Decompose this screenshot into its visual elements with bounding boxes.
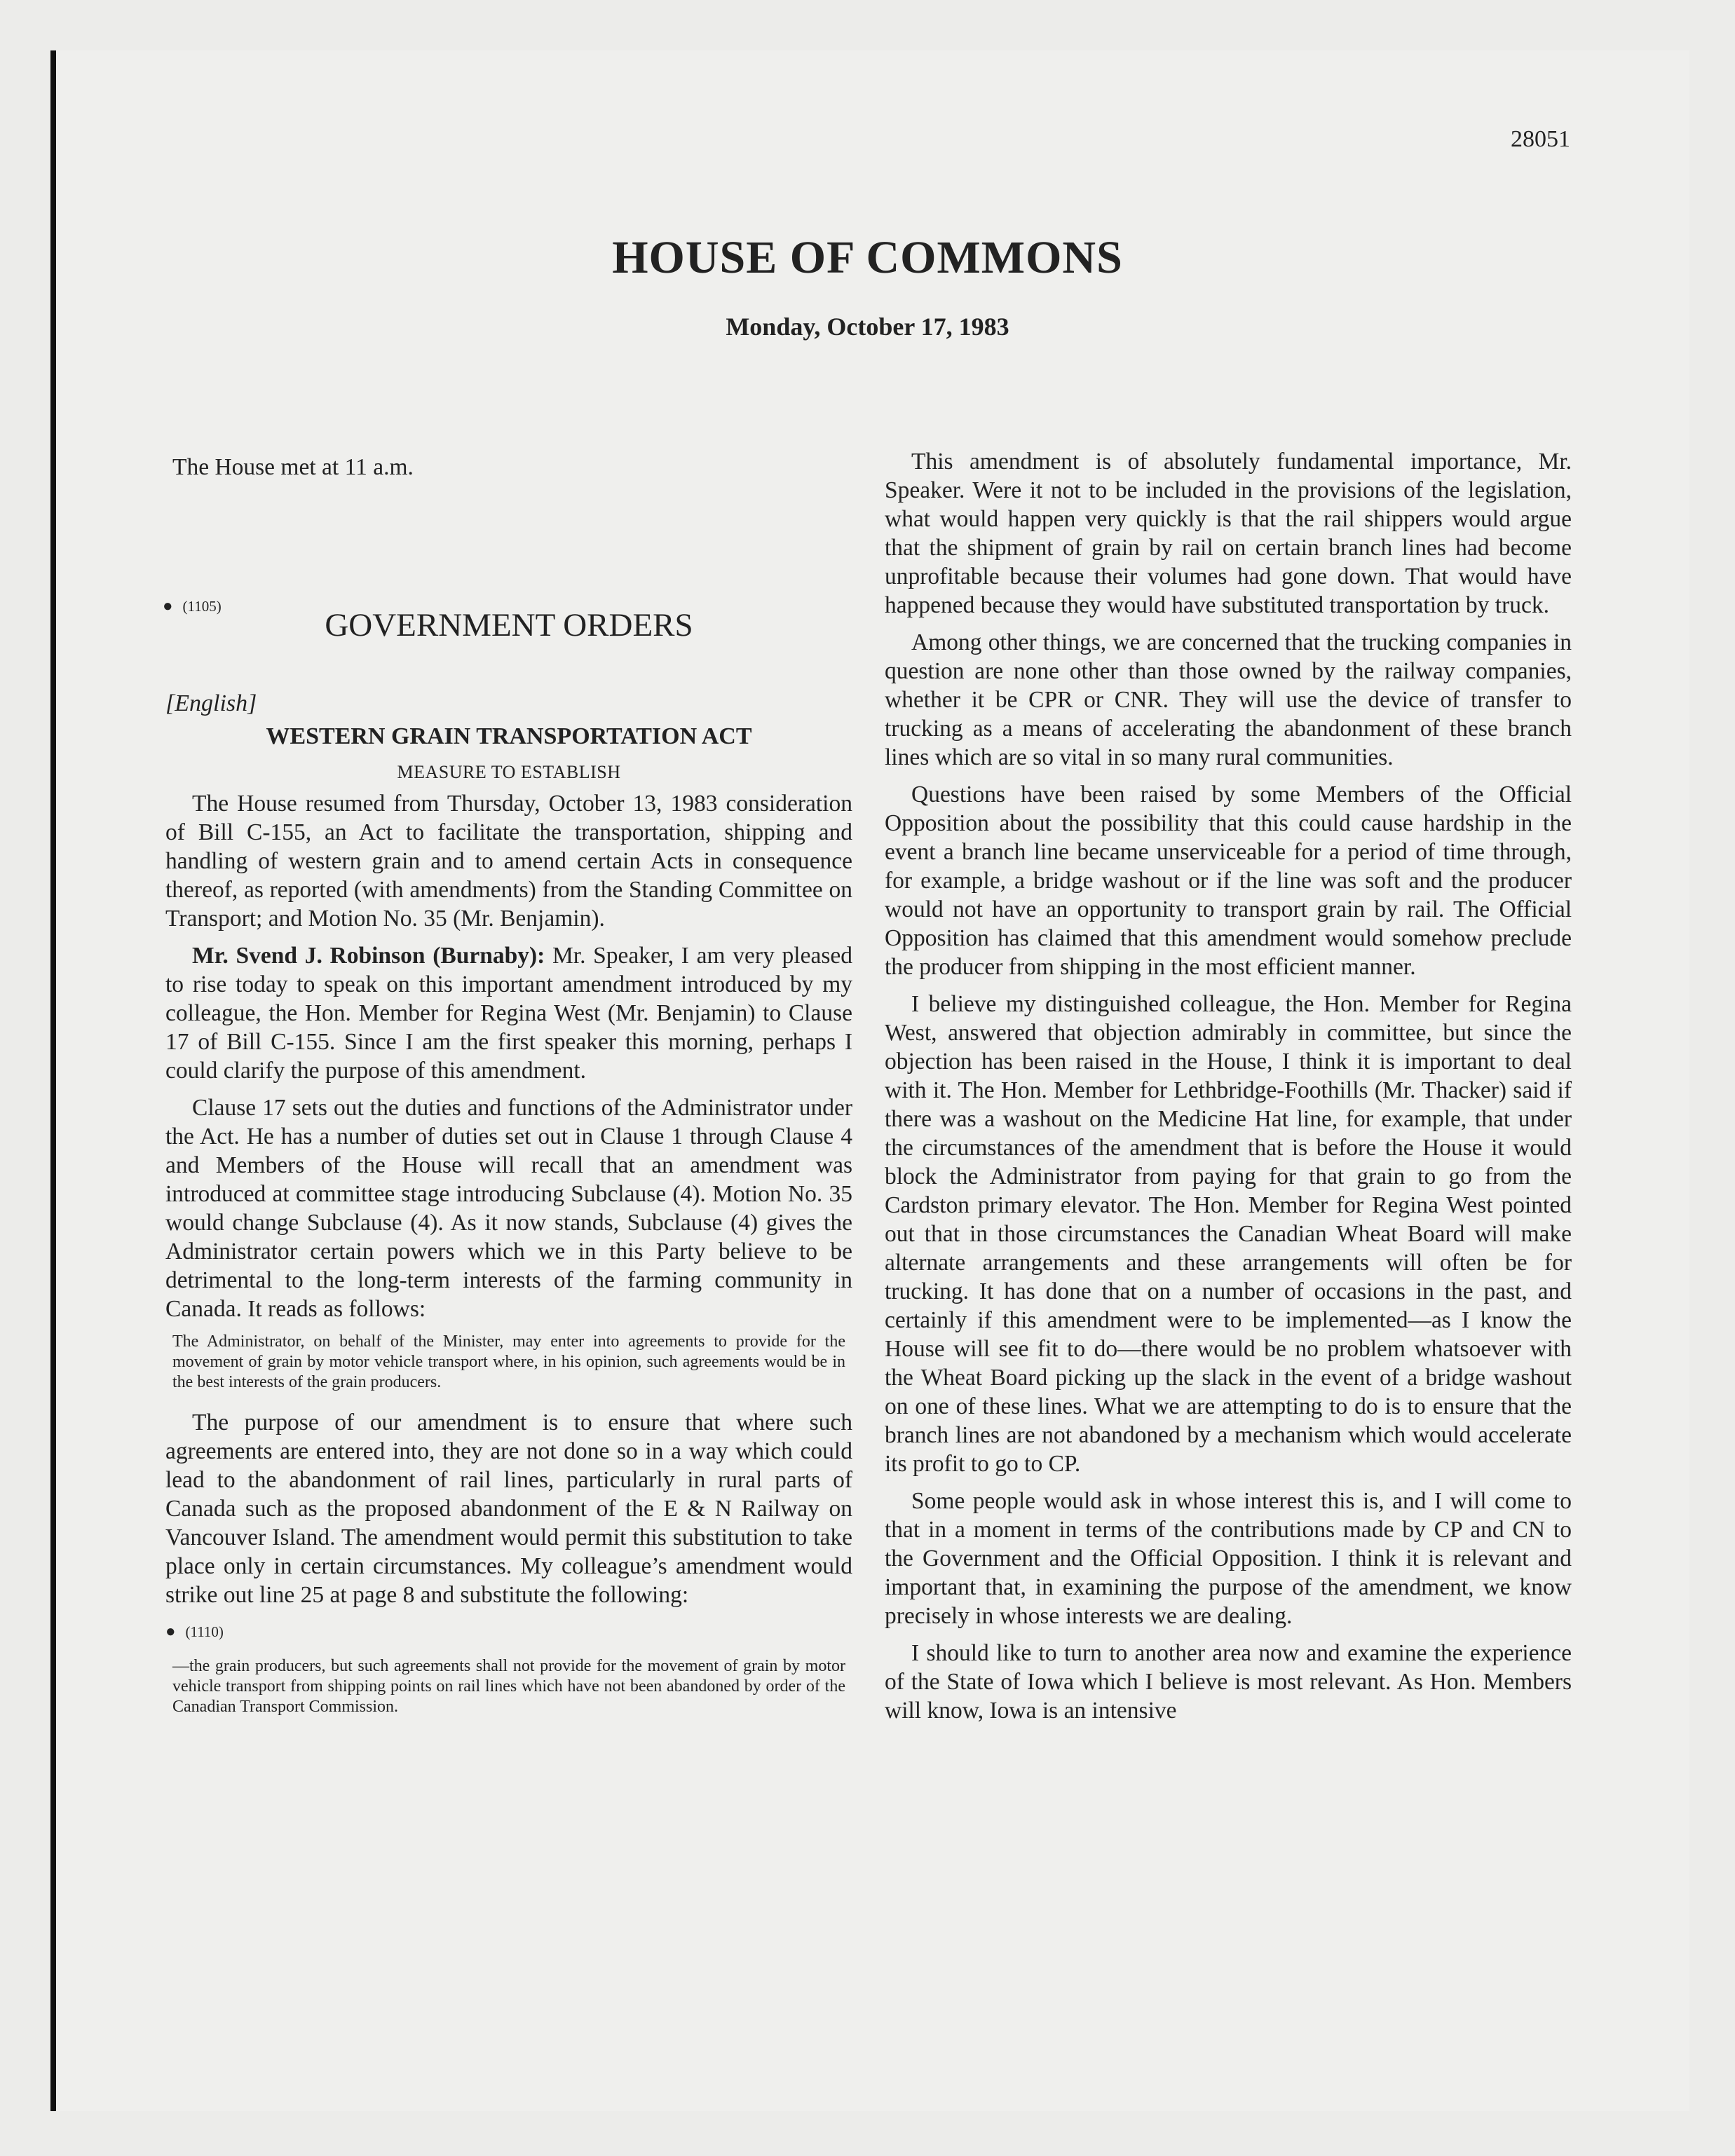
page-number: 28051 — [1511, 126, 1570, 152]
bill-heading: WESTERN GRAIN TRANSPORTATION ACT — [266, 723, 752, 749]
paragraph-speaker — [165, 941, 852, 1085]
paragraph-fundamental: This amendment is of absolutely fundamental importance, Mr. Speaker. Were it not to be included in the provisions of the legislation, what would happen very quickly is that the rail shippers would argue that the shipment of grain by rail on certain branch lines had become unprofitable because their volumes had gone down. That would have happened because they would have substituted transportation by truck. — [885, 449, 1572, 618]
paragraph-interest: Some people would ask in whose interest this is, and I will come to that in a moment in terms of the contributions made by CP and CN to the Government and the Official Opposition. I think it is relevant and important that, in examining the purpose of the amendment, we know precisely in whose interests we are dealing. — [885, 1488, 1572, 1629]
left-column — [165, 447, 852, 1717]
paragraph-iowa: I should like to turn to another area now and examine the experience of the State of Iowa which I believe is most relevant. As Hon. Members will know, Iowa is an intensive — [885, 1640, 1572, 1724]
page-title: HOUSE OF COMMONS — [612, 232, 1123, 283]
bullet-icon: ● — [165, 1623, 176, 1641]
bill-subheading: MEASURE TO ESTABLISH — [397, 762, 621, 782]
time-marker-1110 — [165, 1618, 852, 1646]
quote-grain-producers: —the grain producers, but such agreements shall not provide for the movement of grain by motor vehicle transport from shipping points on rail lines which have not been abandoned by order of the Canadian Transport Commission. — [172, 1657, 845, 1716]
paragraph-clause-17: Clause 17 sets out the duties and functions of the Administrator under the Act. He has a number of duties set out in Clause 1 through Clause 4 and Members of the House will recall that an amendment was introduced at committee stage introducing Subclause (4). Motion No. 35 would change Subclause (4). As it now stands, Subclause (4) gives the Administrator certain powers which we in this Party believe to be detrimental to the long-term interests of the farming community in Canada. It reads as follows: — [165, 1095, 852, 1322]
time-marker-label: (1110) — [185, 1623, 224, 1640]
right-column — [885, 447, 1572, 1733]
paragraph-trucking: Among other things, we are concerned that the trucking companies in question are none other than those owned by the railway companies, whether it be CPR or CNR. They will use the device of transfer to trucking as a means of accelerating the abandonment of these branch lines which are so vital in so many rural communities. — [885, 629, 1572, 770]
sitting-date: Monday, October 17, 1983 — [726, 313, 1009, 341]
bullet-icon: ● — [163, 597, 173, 615]
section-heading: GOVERNMENT ORDERS — [325, 607, 693, 643]
paragraph-purpose: The purpose of our amendment is to ensure that where such agreements are entered into, they are not done so in a way which could lead to the abandonment of rail lines, particularly in rural parts of Canada such as the proposed abandonment of the E & N Railway on Vancouver Island. The amendment would permit this substitution to take place only in certain circumstances. My colleague’s amendment would strike out line 25 at page 8 and substitute the following: — [165, 1410, 852, 1608]
paragraph-questions: Questions have been raised by some Members of the Official Opposition about the possibility that this could cause hardship in the event a branch line became unserviceable for a period of time through, for example, a bridge washout or if the line was soft and the producer would not have an opportunity to transport grain by rail. The Official Opposition has claimed that this amendment would somehow preclude the producer from shipping in the most efficient manner. — [885, 782, 1572, 980]
house-met-line: The House met at 11 a.m. — [172, 454, 414, 480]
speaker-name: Mr. Svend J. Robinson (Burnaby): — [192, 943, 545, 969]
paragraph-resumed: The House resumed from Thursday, October 13, 1983 consideration of Bill C-155, an Act to facilitate the transportation, shipping and handling of western grain and to amend certain Acts in consequence thereof, as reported (with amendments) from the Standing Committee on Transport; and Motion No. 35 (Mr. Benjamin). — [165, 791, 852, 932]
time-marker-label: (1105) — [182, 598, 222, 615]
language-tag: [English] — [165, 690, 257, 716]
scan-edge-shadow — [50, 50, 56, 2111]
speaker-remarks: Mr. Speaker, I am very pleased to rise today to speak on this important amendment introduced by my colleague, the Hon. Member for Regina West (Mr. Benjamin) to Clause 17 of Bill C-155. Since I am the first speaker this morning, perhaps I could clarify the purpose of this amendment. — [165, 943, 852, 1084]
paragraph-colleague: I believe my distinguished colleague, the Hon. Member for Regina West, answered that objection admirably in committee, but since the objection has been raised in the House, I think it is important to deal with it. The Hon. Member for Lethbridge-Foothills (Mr. Thacker) said if there was a washout on the Medicine Hat line, for example, that under the circumstances of the amendment that is before the House it would block the Administrator from paying for that grain to go from the Cardston primary elevator. The Hon. Member for Regina West pointed out that in those circumstances the Canadian Wheat Board will make alternate arrangements and these arrangements will often be for trucking. It has done that on a number of occasions in the past, and certainly if this amendment were to be implemented—as I know the House will see fit to do—there would be no problem whatsoever with the Wheat Board picking up the slack in the event of a bridge washout on one of these lines. What we are attempting to do is to ensure that the branch lines are not abandoned by a mechanism which would accelerate its profit to go to CP. — [885, 991, 1572, 1477]
quote-administrator: The Administrator, on behalf of the Minister, may enter into agreements to provide for the movement of grain by motor vehicle transport where, in his opinion, such agreements would be in the best interests of the grain producers. — [172, 1332, 845, 1391]
